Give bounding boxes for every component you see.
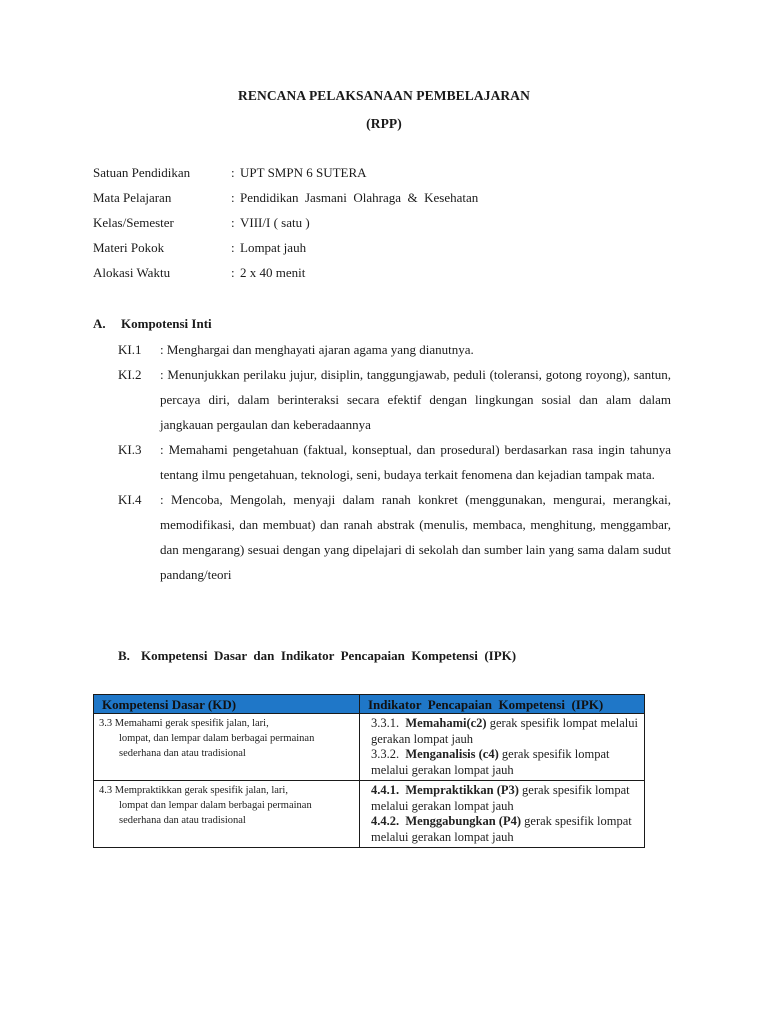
table-header-row [94, 695, 645, 714]
ki-code: KI.1 [118, 342, 142, 357]
identity-colon: : [231, 265, 235, 280]
kd-rest: lompat dan lempar dalam berbagai permainan sederhana dan atau tradisional [119, 800, 312, 826]
section-b-heading [118, 648, 516, 664]
ipk-text: gerak spesifik lompat melalui gerakan lompat jauh [371, 747, 610, 777]
ipk-num: 3.3.1. [371, 716, 400, 730]
ipk-num: 4.4.2. [371, 814, 400, 828]
ipk-item [365, 716, 641, 747]
identity-colon: : [231, 215, 235, 230]
ki-item [118, 437, 671, 487]
ki-code: KI.2 [118, 367, 142, 382]
identity-label: Materi Pokok [93, 240, 165, 255]
identity-colon: : [231, 165, 235, 180]
identity-value: Pendidikan Jasmani Olahraga & Kesehatan [240, 190, 479, 205]
ki-code: KI.4 [118, 492, 142, 507]
ipk-verb: Menggabungkan (P4) [405, 814, 522, 828]
document-title: RENCANA PELAKSANAAN PEMBELAJARAN [238, 88, 530, 103]
ipk-cell [360, 781, 645, 848]
ki-text: : Menunjukkan perilaku jujur, disiplin, tanggungjawab, peduli (toleransi, gotong royong), santun, percaya diri, dalam berinteraksi secara efektif dengan lingkungan sosial dan alam dalam jangkauan pergaulan dan keberadaannya [160, 367, 671, 432]
kd-cell [94, 714, 360, 781]
ipk-text: gerak spesifik lompat melalui gerakan lompat jauh [371, 783, 630, 813]
kd-first-line: 3.3 Memahami gerak spesifik jalan, lari, [99, 718, 269, 729]
section-b-letter: B. [118, 648, 130, 663]
ki-item [118, 362, 671, 437]
table-row [94, 781, 645, 848]
ipk-cell [360, 714, 645, 781]
ipk-text: gerak spesifik lompat melalui gerakan lompat jauh [371, 716, 638, 746]
section-a-title: Kompotensi Inti [121, 316, 212, 331]
ipk-item [365, 783, 641, 814]
kd-cell [94, 781, 360, 848]
ki-item [118, 487, 671, 587]
kd-ipk-table [93, 694, 645, 848]
identity-label: Alokasi Waktu [93, 265, 171, 280]
ki-text: : Memahami pengetahuan (faktual, konseptual, dan prosedural) berdasarkan rasa ingin tahunya tentang ilmu pengetahuan, teknologi, seni, budaya terkait fenomena dan kejadian tampak mata. [160, 442, 671, 482]
ipk-text: gerak spesifik lompat melalui gerakan lompat jauh [371, 814, 632, 844]
kd-rest: lompat, dan lempar dalam berbagai permainan sederhana dan atau tradisional [119, 733, 315, 759]
section-b-title: Kompetensi Dasar dan Indikator Pencapaian Kompetensi (IPK) [141, 648, 517, 663]
section-a-letter: A. [93, 316, 106, 331]
ipk-item [365, 814, 641, 845]
ki-item [118, 337, 671, 362]
ki-list [118, 337, 671, 587]
identity-label: Mata Pelajaran [93, 190, 172, 205]
ipk-verb: Memahami(c2) [405, 716, 487, 730]
kd-text [99, 716, 356, 761]
ipk-verb: Menganalisis (c4) [405, 747, 499, 761]
header-ipk: Indikator Pencapaian Kompetensi (IPK) [360, 695, 645, 714]
section-a-heading [93, 316, 212, 332]
identity-label: Satuan Pendidikan [93, 165, 191, 180]
identity-value: 2 x 40 menit [240, 265, 306, 280]
table-row [94, 714, 645, 781]
ipk-verb: Mempraktikkan (P3) [405, 783, 519, 797]
ipk-num: 4.4.1. [371, 783, 400, 797]
header-kd: Kompetensi Dasar (KD) [94, 695, 360, 714]
ki-text: : Menghargai dan menghayati ajaran agama yang dianutnya. [160, 342, 474, 357]
document-subtitle: (RPP) [366, 116, 402, 131]
identity-value: Lompat jauh [240, 240, 307, 255]
ki-code: KI.3 [118, 442, 142, 457]
ipk-item [365, 747, 641, 778]
identity-colon: : [231, 240, 235, 255]
kd-text [99, 783, 356, 828]
ipk-num: 3.3.2. [371, 747, 400, 761]
ki-text: : Mencoba, Mengolah, menyaji dalam ranah konkret (menggunakan, mengurai, merangkai, memodifikasi, dan membuat) dan ranah abstrak (menulis, membaca, menghitung, menggambar, dan mengarang) sesuai dengan yang dipelajari di sekolah dan sumber lain yang sama dalam sudut pandang/teori [160, 492, 671, 582]
identity-value: VIII/I ( satu ) [240, 215, 310, 230]
identity-colon: : [231, 190, 235, 205]
identity-label: Kelas/Semester [93, 215, 174, 230]
identity-value: UPT SMPN 6 SUTERA [240, 165, 367, 180]
kd-first-line: 4.3 Mempraktikkan gerak spesifik jalan, lari, [99, 785, 288, 796]
